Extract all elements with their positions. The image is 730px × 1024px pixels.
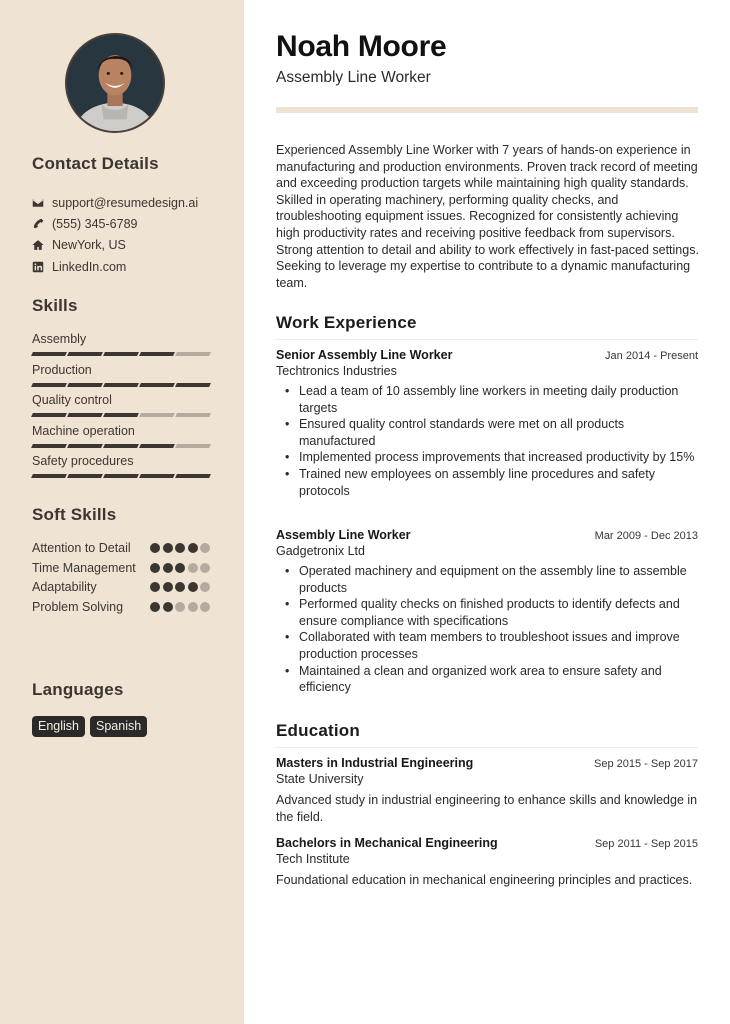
skill-level-bar xyxy=(32,383,217,387)
skill-bar-segment xyxy=(103,444,139,448)
skill-label: Production xyxy=(32,362,92,377)
skill-bar-segment xyxy=(139,383,175,387)
rating-dot xyxy=(200,582,210,592)
skill-label: Safety procedures xyxy=(32,454,134,468)
degree-description: Foundational education in mechanical engineering principles and practices. xyxy=(276,873,693,887)
degree-dates: Sep 2015 - Sep 2017 xyxy=(594,758,698,770)
avatar xyxy=(65,33,165,133)
skill-bar-segment xyxy=(103,474,139,478)
skill-bar-segment xyxy=(67,444,103,448)
skills-heading: Skills xyxy=(32,296,78,315)
company-name: Gadgetronix Ltd xyxy=(276,544,365,558)
education-entry xyxy=(276,836,698,889)
skill-bar-segment xyxy=(103,383,139,387)
rating-dot xyxy=(150,543,160,553)
degree-title: Masters in Industrial Engineering xyxy=(276,756,474,770)
rating-dot xyxy=(163,602,173,612)
skill-bar-segment xyxy=(31,474,67,478)
rating-dot xyxy=(188,563,198,573)
profile-photo xyxy=(67,35,163,131)
skill-item xyxy=(32,330,217,361)
contact-linkedin[interactable] xyxy=(32,256,232,277)
job-bullet: • Operated machinery and equipment on the assembly line to assemble products xyxy=(276,563,698,596)
soft-skill-label: Adaptability xyxy=(32,580,97,594)
rating-dot xyxy=(200,563,210,573)
school-name: Tech Institute xyxy=(276,852,350,866)
job-dates: Mar 2009 - Dec 2013 xyxy=(594,530,698,542)
envelope-icon xyxy=(32,197,52,209)
contact-email-text: support@resumedesign.ai xyxy=(52,195,199,210)
skill-bar-segment xyxy=(175,474,211,478)
education-entry xyxy=(276,756,698,825)
skill-bar-segment xyxy=(67,383,103,387)
languages-list xyxy=(32,716,147,737)
rating-dot xyxy=(150,602,160,612)
linkedin-icon xyxy=(32,261,52,273)
skill-bar-segment xyxy=(103,352,139,356)
soft-skill-item xyxy=(32,540,222,560)
rating-dot xyxy=(163,543,173,553)
rating-dot xyxy=(163,563,173,573)
language-badge: English xyxy=(32,716,85,737)
skill-bar-segment xyxy=(139,474,175,478)
rating-dot xyxy=(175,543,185,553)
job-bullet: • Performed quality checks on finished products to identify defects and ensure compliance with specifications xyxy=(276,596,698,629)
skill-bar-segment xyxy=(139,444,175,448)
phone-icon xyxy=(32,218,52,230)
skill-level-bar xyxy=(32,444,217,448)
degree-description: Advanced study in industrial engineering to enhance skills and knowledge in the field. xyxy=(276,793,698,824)
header-divider xyxy=(276,107,698,113)
rating-dot xyxy=(150,563,160,573)
skill-bar-segment xyxy=(31,352,67,356)
candidate-title: Assembly Line Worker xyxy=(276,69,431,86)
skill-item xyxy=(32,361,217,392)
contact-phone[interactable] xyxy=(32,213,232,234)
job-title: Assembly Line Worker xyxy=(276,528,411,542)
rating-dot xyxy=(200,543,210,553)
soft-skill-rating xyxy=(150,560,210,580)
rating-dot xyxy=(175,582,185,592)
rating-dot xyxy=(150,582,160,592)
rating-dot xyxy=(188,543,198,553)
job-title: Senior Assembly Line Worker xyxy=(276,348,453,362)
experience-entry xyxy=(276,528,698,696)
job-dates: Jan 2014 - Present xyxy=(605,350,698,362)
skill-bar-segment xyxy=(67,474,103,478)
skill-label: Quality control xyxy=(32,393,112,407)
rating-dot xyxy=(188,602,198,612)
contact-linkedin-text: LinkedIn.com xyxy=(52,259,127,274)
skill-bar-segment xyxy=(67,413,103,417)
experience-entry xyxy=(276,348,698,499)
job-bullet: • Maintained a clean and organized work area to ensure safety and efficiency xyxy=(276,663,698,696)
skill-item xyxy=(32,452,217,483)
contact-phone-text: (555) 345-6789 xyxy=(52,216,138,231)
rating-dot xyxy=(188,582,198,592)
company-name: Techtronics Industries xyxy=(276,364,397,378)
languages-heading: Languages xyxy=(32,680,124,699)
skill-level-bar xyxy=(32,474,217,478)
skill-bar-segment xyxy=(31,413,67,417)
job-bullets xyxy=(276,563,698,696)
contact-email[interactable] xyxy=(32,192,232,213)
soft-skills-heading: Soft Skills xyxy=(32,505,117,524)
job-bullet: • Collaborated with team members to troubleshoot issues and improve production processes xyxy=(276,629,698,662)
candidate-name: Noah Moore xyxy=(276,30,447,63)
skill-bar-segment xyxy=(175,413,211,417)
contact-location xyxy=(32,235,232,256)
skill-bar-segment xyxy=(175,444,211,448)
rating-dot xyxy=(163,582,173,592)
soft-skill-item xyxy=(32,599,222,619)
rating-dot xyxy=(175,563,185,573)
skill-item xyxy=(32,422,217,453)
skill-level-bar xyxy=(32,352,217,356)
skills-list xyxy=(32,330,217,483)
skill-bar-segment xyxy=(139,352,175,356)
soft-skill-label: Time Management xyxy=(32,560,136,575)
job-bullet: • Lead a team of 10 assembly line workers in meeting daily production targets xyxy=(276,383,698,416)
skill-bar-segment xyxy=(175,352,211,356)
skill-label: Assembly xyxy=(32,332,87,346)
contact-location-text: NewYork, US xyxy=(52,238,126,253)
sidebar xyxy=(0,0,244,1024)
skill-bar-segment xyxy=(139,413,175,417)
contact-heading: Contact Details xyxy=(32,154,159,173)
rating-dot xyxy=(200,602,210,612)
soft-skill-item xyxy=(32,560,222,580)
language-badge: Spanish xyxy=(90,716,147,737)
skill-item xyxy=(32,391,217,422)
soft-skill-rating xyxy=(150,599,210,619)
soft-skill-label: Attention to Detail xyxy=(32,541,131,555)
skill-level-bar xyxy=(32,413,217,417)
job-bullet: • Implemented process improvements that increased productivity by 15% xyxy=(276,449,698,466)
soft-skill-label: Problem Solving xyxy=(32,599,124,614)
skill-bar-segment xyxy=(103,413,139,417)
soft-skill-item xyxy=(32,579,222,599)
soft-skills-list xyxy=(32,540,222,618)
skill-bar-segment xyxy=(31,383,67,387)
home-icon xyxy=(32,239,52,251)
skill-bar-segment xyxy=(31,444,67,448)
rating-dot xyxy=(175,602,185,612)
school-name: State University xyxy=(276,772,364,786)
profile-summary: Experienced Assembly Line Worker with 7 years of hands-on experience in manufacturing and production environments. Proven track record of meeting and exceeding production targets while maintaining high quality standards. Skilled in operating machinery, performing quality checks, and troubleshooting equipment issues. Recognized for consistently achieving high productivity rates and receiving positive feedback from supervisors. Strong attention to detail and ability to work effectively in fast-paced settings. Seeking to leverage my expertise to contribute to a dynamic manufacturing team. xyxy=(276,143,699,290)
degree-dates: Sep 2011 - Sep 2015 xyxy=(594,838,698,850)
degree-title: Bachelors in Mechanical Engineering xyxy=(276,836,498,850)
job-bullet: • Trained new employees on assembly line procedures and safety protocols xyxy=(276,466,698,499)
skill-bar-segment xyxy=(67,352,103,356)
contact-list xyxy=(32,192,232,277)
skill-bar-segment xyxy=(175,383,211,387)
main-content xyxy=(244,0,730,1024)
education-heading: Education xyxy=(276,721,698,748)
work-experience-heading: Work Experience xyxy=(276,313,698,340)
soft-skill-rating xyxy=(150,579,210,599)
job-bullets xyxy=(276,383,698,499)
skill-label: Machine operation xyxy=(32,423,135,438)
job-bullet: • Ensured quality control standards were met on all products manufactured xyxy=(276,416,698,449)
soft-skill-rating xyxy=(150,540,210,560)
